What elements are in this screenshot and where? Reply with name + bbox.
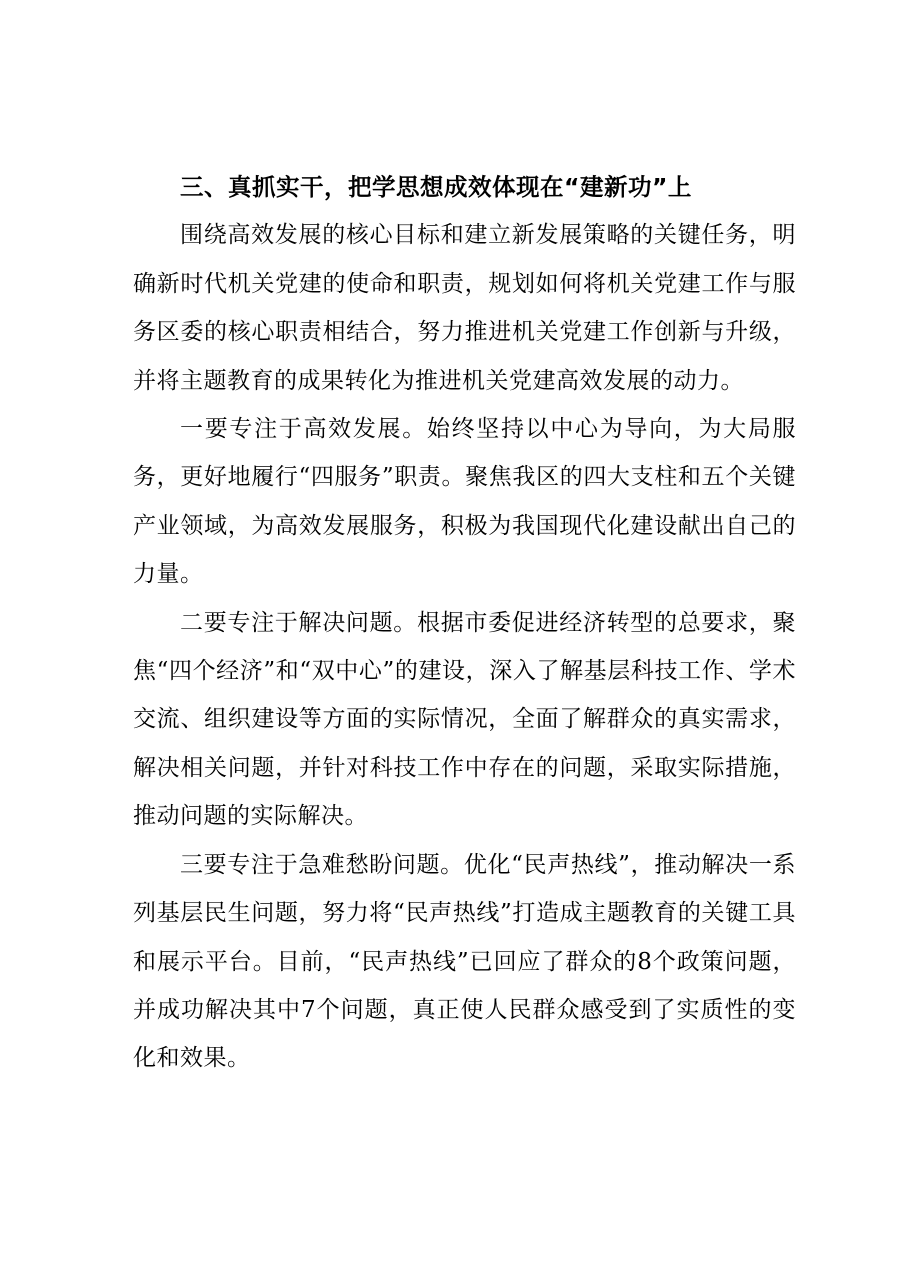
document-body	[133, 163, 796, 1083]
section-heading: 三、真抓实干，把学思想成效体现在“建新功”上	[180, 173, 692, 201]
paragraph-point-3: 三要专注于急难愁盼问题。优化“民声热线”，推动解决一系列基层民生问题，努力将“民声热线”打造成主题教育的关键工具和展示平台。目前，“民声热线”已回应了群众的8个政策问题，并成功解决其中7个问题，真正使人民群众感受到了实质性的变化和效果。	[133, 851, 796, 1072]
paragraph-point-1: 一要专注于高效发展。始终坚持以中心为导向，为大局服务，更好地履行“四服务”职责。聚焦我区的四大支柱和五个关键产业领域，为高效发展服务，积极为我国现代化建设献出自己的力量。	[133, 416, 796, 588]
paragraph-point-2: 二要专注于解决问题。根据市委促进经济转型的总要求，聚焦“四个经济”和“双中心”的建设，深入了解基层科技工作、学术交流、组织建设等方面的实际情况，全面了解群众的真实需求，解决相关问题，并针对科技工作中存在的问题，采取实际措施，推动问题的实际解决。	[133, 609, 796, 830]
paragraph-intro: 围绕高效发展的核心目标和建立新发展策略的关键任务，明确新时代机关党建的使命和职责，规划如何将机关党建工作与服务区委的核心职责相结合，努力推进机关党建工作创新与升级，并将主题教育的成果转化为推进机关党建高效发展的动力。	[133, 222, 796, 394]
